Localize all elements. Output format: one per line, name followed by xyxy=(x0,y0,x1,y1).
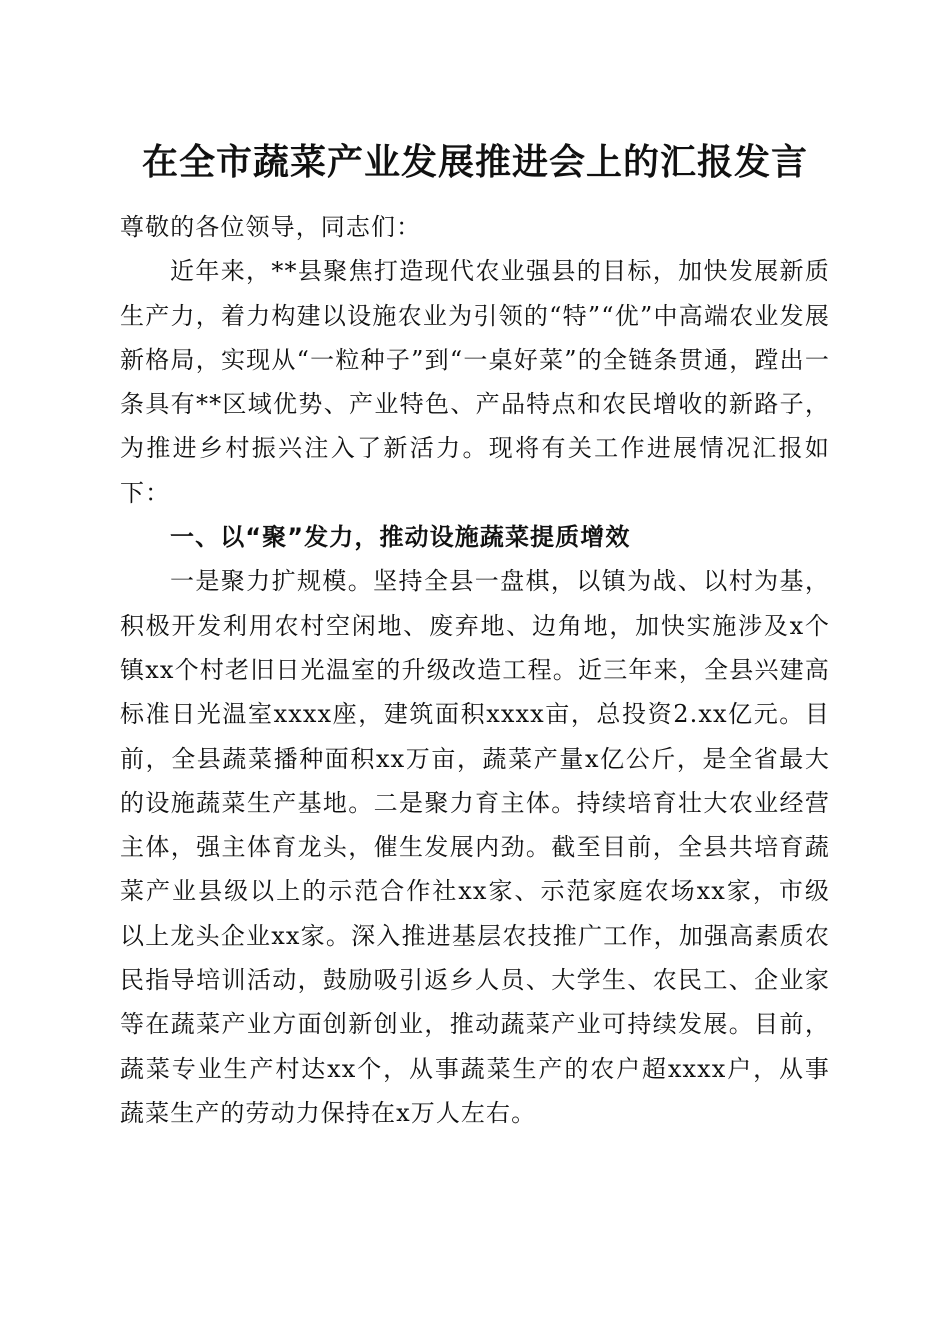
section-paragraph: 一是聚力扩规模。坚持全县一盘棋，以镇为战、以村为基，积极开发利用农村空闲地、废弃地、边角地，加快实施涉及x个镇xx个村老旧日光温室的升级改造工程。近三年来，全县兴建高标准日光温室xxxx座，建筑面积xxxx亩，总投资2.xx亿元。目前，全县蔬菜播种面积xx万亩，蔬菜产量x亿公斤，是全省最大的设施蔬菜生产基地。二是聚力育主体。持续培育壮大农业经营主体，强主体育龙头，催生发展内劲。截至目前，全县共培育蔬菜产业县级以上的示范合作社xx家、示范家庭农场xx家，市级以上龙头企业xx家。深入推进基层农技推广工作，加强高素质农民指导培训活动，鼓励吸引返乡人员、大学生、农民工、企业家等在蔬菜产业方面创新创业，推动蔬菜产业可持续发展。目前，蔬菜专业生产村达xx个，从事蔬菜生产的农户超xxxx户，从事蔬菜生产的劳动力保持在x万人左右。 xyxy=(120,567,830,1127)
document-body xyxy=(120,205,830,1135)
salutation: 尊敬的各位领导，同志们： xyxy=(120,213,422,241)
intro-paragraph: 近年来，**县聚焦打造现代农业强县的目标，加快发展新质生产力，着力构建以设施农业为引领的“特”“优”中高端农业发展新格局，实现从“一粒种子”到“一桌好菜”的全链条贯通，蹚出一条具有**区域优势、产业特色、产品特点和农民增收的新路子，为推进乡村振兴注入了新活力。现将有关工作进展情况汇报如下： xyxy=(120,257,830,507)
document-title: 在全市蔬菜产业发展推进会上的汇报发言 xyxy=(141,141,808,183)
section-heading: 一、以“聚”发力，推动设施蔬菜提质增效 xyxy=(170,523,631,552)
